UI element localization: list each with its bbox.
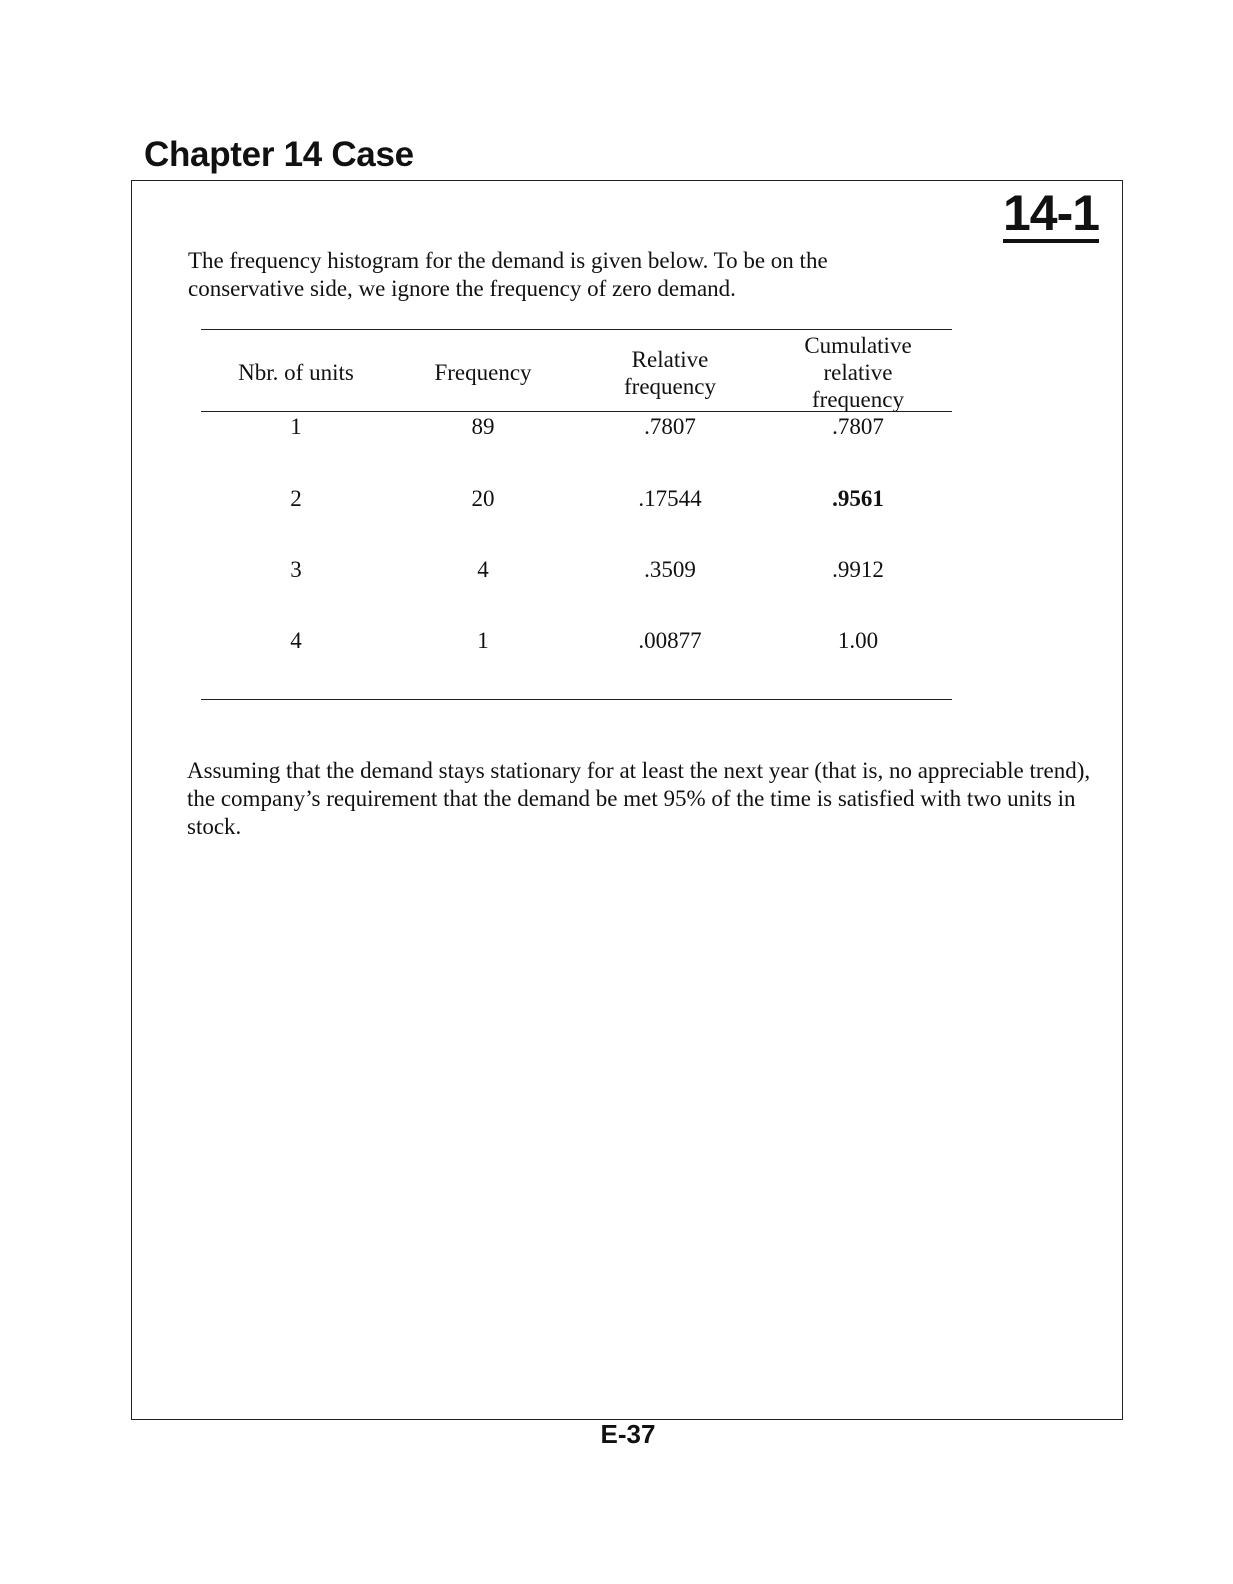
cell-cumulative: .7807 bbox=[832, 414, 884, 439]
cell-frequency: 89 bbox=[471, 414, 495, 439]
cell-units: 2 bbox=[290, 486, 302, 511]
page-number: E-37 bbox=[600, 1419, 656, 1449]
cell-units: 4 bbox=[290, 628, 302, 653]
intro-paragraph: The frequency histogram for the demand is given below. To be on the conservative side, we ignore the frequency of zero demand. bbox=[188, 248, 828, 301]
cell-relative: .00877 bbox=[638, 628, 702, 653]
cell-relative: .7807 bbox=[644, 414, 696, 439]
header-cumulative-line2: relative bbox=[823, 360, 893, 385]
header-relative-line2: frequency bbox=[624, 374, 716, 399]
table-top-rule bbox=[201, 329, 952, 330]
header-units: Nbr. of units bbox=[238, 360, 354, 385]
cell-frequency: 20 bbox=[471, 486, 495, 511]
cell-relative: .3509 bbox=[644, 557, 696, 582]
cell-frequency: 4 bbox=[477, 557, 489, 582]
table-bottom-rule bbox=[201, 699, 952, 700]
chapter-title: Chapter 14 Case bbox=[144, 135, 414, 174]
cell-units: 3 bbox=[290, 557, 302, 582]
header-cumulative-line1: Cumulative bbox=[804, 333, 912, 358]
header-cumulative-line3: frequency bbox=[812, 387, 904, 412]
cell-relative: .17544 bbox=[638, 486, 702, 511]
conclusion-paragraph: Assuming that the demand stays stationary for at least the next year (that is, no appreciable trend), the company’s requirement that the demand be met 95% of the time is satisfied with two units in stock. bbox=[187, 758, 1091, 839]
cell-frequency: 1 bbox=[477, 628, 489, 653]
case-number: 14-1 bbox=[1003, 185, 1100, 241]
cell-cumulative: .9912 bbox=[832, 557, 884, 582]
cell-units: 1 bbox=[290, 414, 302, 439]
header-relative-line1: Relative bbox=[631, 347, 709, 372]
cell-cumulative-highlight: .9561 bbox=[832, 486, 884, 511]
cell-cumulative: 1.00 bbox=[837, 628, 879, 653]
header-frequency: Frequency bbox=[434, 360, 532, 385]
